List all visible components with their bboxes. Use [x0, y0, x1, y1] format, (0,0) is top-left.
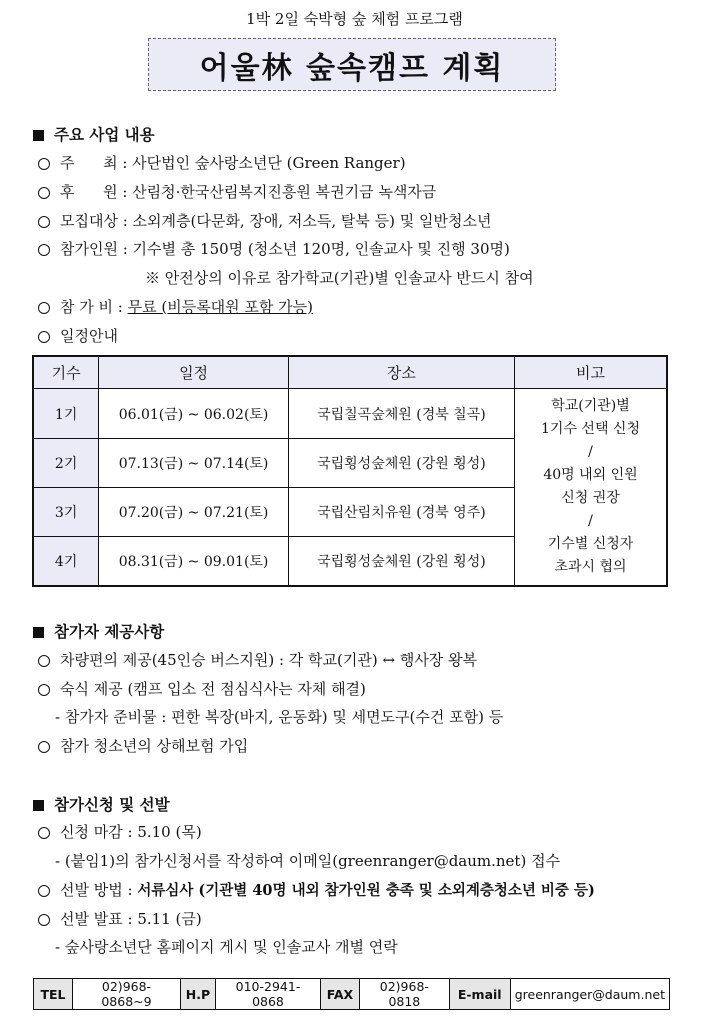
item-lodging: 숙식 제공 (캠프 입소 전 점심식사는 자체 해결) [38, 678, 366, 699]
note-cell [515, 389, 668, 587]
item-deadline: 신청 마감 : 5.10 (목) [38, 821, 202, 842]
circle-bullet-icon [38, 741, 50, 753]
place-cell: 국립산림치유원 (경북 영주) [288, 488, 514, 537]
circle-bullet-icon [38, 331, 50, 343]
schedule-table [32, 355, 668, 587]
method-value: 서류심사 (기관별 40명 내외 참가인원 충족 및 소외계층청소년 비중 등) [137, 882, 595, 899]
circle-bullet-icon [38, 914, 50, 926]
cohort-cell: 2기 [33, 439, 99, 488]
note-line: / [588, 444, 593, 460]
cohort-cell: 4기 [33, 537, 99, 587]
note-line: 40명 내외 인원 [543, 467, 638, 483]
contact-table [33, 978, 670, 1010]
header-place: 장소 [288, 356, 514, 389]
date-cell: 06.01(금) ~ 06.02(토) [99, 389, 289, 439]
circle-bullet-icon [38, 827, 50, 839]
section-heading-application: 참가신청 및 선발 [33, 793, 170, 815]
header-cohort: 기수 [33, 356, 99, 389]
email-value: greenranger@daum.net [510, 979, 669, 1010]
header-date: 일정 [99, 356, 289, 389]
circle-bullet-icon [38, 216, 50, 228]
date-cell: 08.31(금) ~ 09.01(토) [99, 537, 289, 587]
item-sponsor: 후 원 : 산림청·한국산림복지진흥원 복권기금 녹색자금 [38, 181, 436, 202]
item-fee: 참 가 비 : 무료 (비등록대원 포함 가능) [38, 296, 313, 317]
item-supplies: - 참가자 준비물 : 편한 복장(바지, 운동화) 및 세면도구(수건 포함) 등 [55, 708, 504, 726]
circle-bullet-icon [38, 158, 50, 170]
document-subtitle: 1박 2일 숙박형 숲 체험 프로그램 [246, 10, 463, 28]
fax-value: 02)968-0818 [360, 979, 450, 1010]
square-bullet-icon [33, 800, 44, 811]
hp-label: H.P [180, 979, 215, 1010]
document-title-box [148, 38, 556, 91]
circle-bullet-icon [38, 244, 50, 256]
table-row [33, 389, 667, 439]
section-heading-provisions: 참가자 제공사항 [33, 620, 164, 642]
item-announce: 선발 발표 : 5.11 (금) [38, 908, 202, 929]
safety-note: ※ 안전상의 이유로 참가학교(기관)별 인솔교사 반드시 참여 [145, 269, 534, 287]
item-announce-detail: - 숲사랑소년단 홈페이지 게시 및 인솔교사 개별 연락 [55, 938, 398, 956]
fax-label: FAX [321, 979, 360, 1010]
item-target: 모집대상 : 소외계층(다문화, 장애, 저소득, 탈북 등) 및 일반청소년 [38, 210, 491, 231]
item-deadline-detail: - (붙임1)의 참가신청서를 작성하여 이메일(greenranger@daum.net) 접수 [55, 852, 561, 870]
note-line: 초과시 협의 [554, 559, 627, 575]
item-transport: 차량편의 제공(45인승 버스지원) : 각 학교(기관) ↔ 행사장 왕복 [38, 649, 477, 670]
date-cell: 07.20(금) ~ 07.21(토) [99, 488, 289, 537]
tel-label: TEL [34, 979, 73, 1010]
cohort-cell: 1기 [33, 389, 99, 439]
section-heading-main: 주요 사업 내용 [33, 123, 155, 145]
document-title: 어울林 숲속캠프 계획 [199, 50, 505, 86]
circle-bullet-icon [38, 187, 50, 199]
item-insurance: 참가 청소년의 상해보험 가입 [38, 735, 248, 756]
circle-bullet-icon [38, 655, 50, 667]
item-method: 선발 방법 : 서류심사 (기관별 40명 내외 참가인원 충족 및 소외계층청소년 비중 등) [38, 879, 595, 900]
place-cell: 국립횡성숲체원 (강원 횡성) [288, 537, 514, 587]
tel-value: 02)968-0868~9 [73, 979, 181, 1010]
date-cell: 07.13(금) ~ 07.14(토) [99, 439, 289, 488]
item-participants: 참가인원 : 기수별 총 150명 (청소년 120명, 인솔교사 및 진행 30명) [38, 238, 510, 259]
circle-bullet-icon [38, 684, 50, 696]
email-label: E-mail [449, 979, 510, 1010]
fee-value: 무료 (비등록대원 포함 가능) [127, 298, 314, 316]
place-cell: 국립칠곡숲체원 (경북 칠곡) [288, 389, 514, 439]
place-cell: 국립횡성숲체원 (강원 횡성) [288, 439, 514, 488]
square-bullet-icon [33, 627, 44, 638]
note-line: / [588, 513, 593, 529]
note-line: 기수별 신청자 [547, 536, 634, 552]
circle-bullet-icon [38, 885, 50, 897]
cohort-cell: 3기 [33, 488, 99, 537]
note-line: 1기수 선택 신청 [541, 421, 640, 437]
hp-value: 010-2941-0868 [215, 979, 320, 1010]
note-line: 학교(기관)별 [551, 398, 630, 414]
note-line: 신청 권장 [561, 490, 620, 506]
item-host: 주 최 : 사단법인 숲사랑소년단 (Green Ranger) [38, 152, 406, 173]
square-bullet-icon [33, 130, 44, 141]
header-note: 비고 [515, 356, 668, 389]
circle-bullet-icon [38, 302, 50, 314]
item-schedule: 일정안내 [38, 325, 118, 346]
